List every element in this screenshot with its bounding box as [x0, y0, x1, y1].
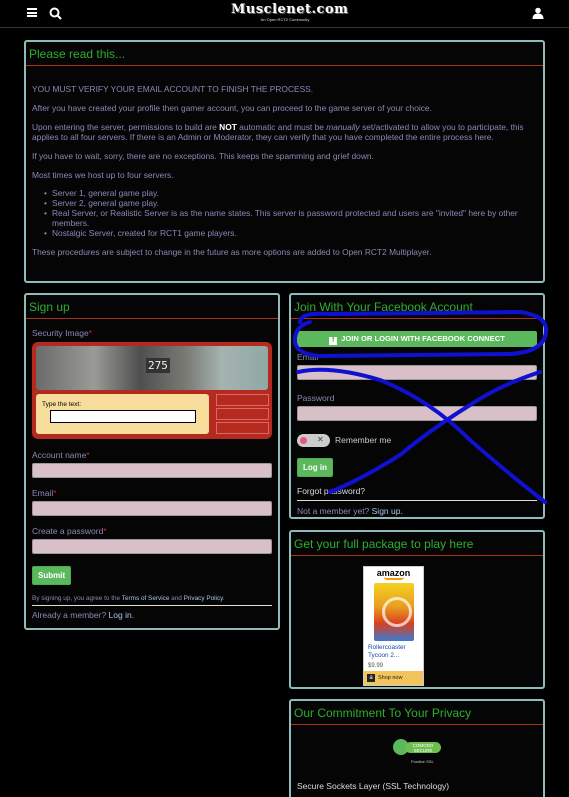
- notice-change: These procedures are subject to change in the future as more options are added to Open RCT2 Multiplayer.: [32, 247, 432, 257]
- account-name-label: Account name*: [32, 450, 90, 460]
- fb-login-button[interactable]: Log in: [297, 458, 333, 477]
- site-logo[interactable]: [231, 2, 349, 23]
- email-field[interactable]: [32, 501, 272, 516]
- notice-servers-intro: Most times we host up to four servers.: [32, 170, 174, 180]
- package-title: Get your full package to play here: [291, 532, 543, 556]
- logo-subtitle: An Open RCT2 Community: [260, 17, 310, 22]
- badge-sub: Positive SSL: [411, 759, 434, 764]
- terms-link[interactable]: Terms of Service: [121, 595, 170, 602]
- product-image[interactable]: [374, 583, 414, 641]
- ssl-text: Secure Sockets Layer (SSL Technology): [297, 781, 450, 791]
- fb-email-label: Email: [297, 352, 319, 362]
- notice-title: Please read this...: [26, 42, 543, 66]
- facebook-connect-button[interactable]: f JOIN OR LOGIN WITH FACEBOOK CONNECT: [297, 331, 537, 347]
- account-name-field[interactable]: [32, 463, 272, 478]
- submit-button[interactable]: Submit: [32, 566, 71, 585]
- forgot-password-link[interactable]: Forgot password?: [297, 486, 366, 496]
- fb-password-field[interactable]: [297, 406, 537, 421]
- search-icon[interactable]: [49, 7, 62, 20]
- captcha-widget: [32, 342, 272, 439]
- fb-email-field[interactable]: [297, 365, 537, 380]
- captcha-input-box: [36, 394, 209, 434]
- logo-text: Musclenet.com: [231, 2, 349, 17]
- fb-password-label: Password: [297, 393, 335, 403]
- privacy-panel: [289, 699, 545, 797]
- notice-permissions: Upon entering the server, permissions to build are NOT automatic and must be manually set/activated to allow you to participate, this applies to all four servers. If there is an Admin or Moderator, they can verify that you have completed the entire process here.: [32, 122, 524, 142]
- captcha-image: [36, 346, 268, 390]
- amazon-ad[interactable]: [363, 566, 424, 686]
- list-item: • Server 2, general game play.: [52, 198, 537, 208]
- notice-verify: YOU MUST VERIFY YOUR EMAIL ACCOUNT TO FINISH THE PROCESS.: [32, 84, 314, 94]
- list-item: • Server 1, general game play.: [52, 188, 537, 198]
- remember-me-toggle[interactable]: ✕: [297, 434, 330, 447]
- package-panel: [289, 530, 545, 689]
- password-field[interactable]: [32, 539, 272, 554]
- captcha-prompt: Type the text:: [42, 401, 82, 408]
- facebook-icon: f: [329, 337, 337, 345]
- product-title[interactable]: Rollercoaster Tycoon 2...: [368, 644, 406, 659]
- signup-title: Sign up: [26, 295, 278, 319]
- shop-now-button[interactable]: a Shop now: [364, 671, 423, 685]
- badge-label: COMODO SECURE: [405, 742, 441, 753]
- amazon-logo: amazon: [376, 568, 411, 578]
- captcha-code: 275: [148, 359, 168, 372]
- remember-me-label: Remember me: [335, 435, 392, 445]
- server-list: [52, 188, 537, 238]
- notice-profile: After you have created your profile then gamer account, you can proceed to the game server of your choice.: [32, 103, 432, 113]
- terms-text: By signing up, you agree to the Terms of Service and Privacy Policy.: [32, 595, 225, 602]
- notice-panel: [24, 40, 545, 283]
- signup-panel: [24, 293, 280, 630]
- top-navbar: [0, 0, 569, 28]
- captcha-help-button[interactable]: [216, 422, 269, 434]
- menu-icon[interactable]: [27, 8, 37, 17]
- divider: [297, 500, 537, 501]
- product-price: $9.99: [368, 663, 384, 669]
- not-member-text: Not a member yet? Sign up.: [297, 506, 403, 516]
- email-label: Email*: [32, 488, 57, 498]
- list-item: • Real Server, or Realistic Server is as the name states. This server is password protected and users are "invited" here by other members.: [52, 208, 537, 228]
- ssl-badge: [393, 735, 441, 765]
- captcha-refresh-button[interactable]: [216, 394, 269, 406]
- facebook-title: Join With Your Facebook Account: [291, 295, 543, 319]
- divider: [32, 605, 272, 606]
- list-item: • Nostalgic Server, created for RCT1 game players.: [52, 228, 537, 238]
- privacy-link[interactable]: Privacy Policy: [183, 595, 223, 602]
- facebook-panel: [289, 293, 545, 519]
- password-label: Create a password*: [32, 526, 107, 536]
- already-member-text: Already a member? Log in.: [32, 610, 135, 620]
- signup-link[interactable]: Sign up.: [371, 506, 403, 516]
- privacy-title: Our Commitment To Your Privacy: [291, 701, 543, 725]
- user-icon[interactable]: [532, 7, 544, 19]
- security-image-label: Security Image*: [32, 328, 93, 338]
- captcha-audio-button[interactable]: [216, 408, 269, 420]
- login-link[interactable]: Log in.: [108, 610, 135, 620]
- notice-wait: If you have to wait, sorry, there are no exceptions. This keeps the spamming and grief down.: [32, 151, 374, 161]
- captcha-input[interactable]: [50, 410, 196, 423]
